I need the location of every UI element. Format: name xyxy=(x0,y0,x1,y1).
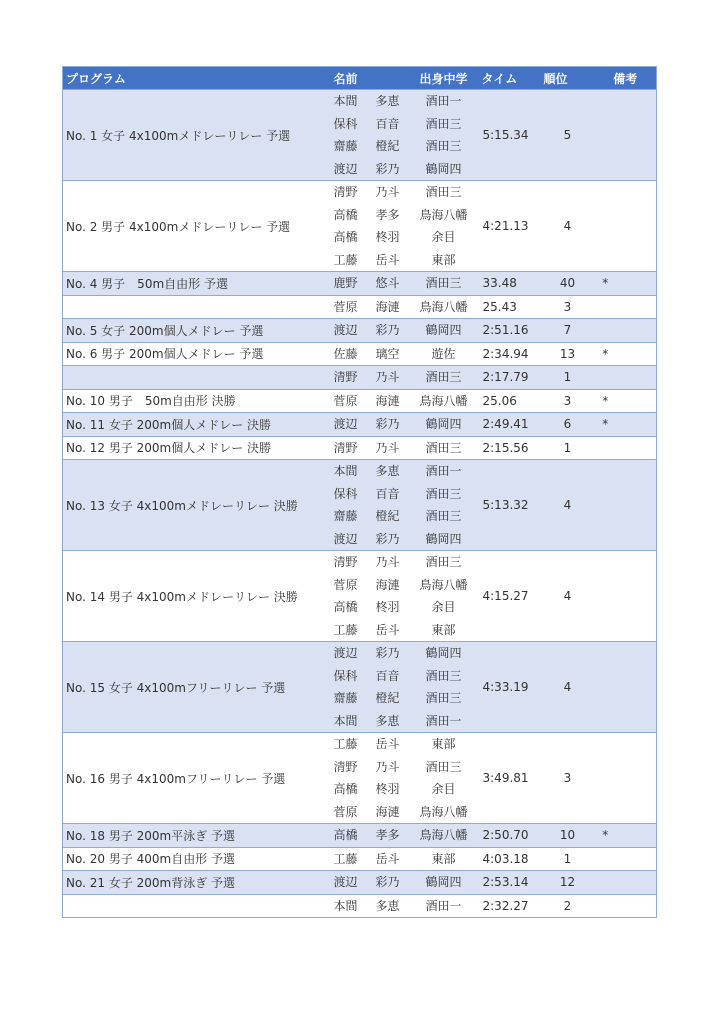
name-cell xyxy=(331,295,409,319)
school-name: 酒田一 xyxy=(425,713,462,728)
header-rank: 順位 xyxy=(541,67,595,90)
school-name: 鶴岡四 xyxy=(425,417,462,431)
family-name: 清野 xyxy=(333,185,358,199)
table-row xyxy=(63,894,657,918)
swimmer-name xyxy=(331,619,409,642)
school-name: 酒田三 xyxy=(425,139,462,153)
program-cell: No. 13 女子 4x100mメドレーリレー 決勝 xyxy=(63,460,331,551)
school-cell xyxy=(409,272,479,296)
given-name: 百音 xyxy=(375,486,400,501)
note-cell xyxy=(595,389,657,413)
given-name: 橙紀 xyxy=(375,691,400,705)
header-school: 出身中学 xyxy=(409,67,479,90)
swimmer-name xyxy=(331,226,409,249)
time-cell: 2:49.41 xyxy=(479,413,541,437)
given-name: 乃斗 xyxy=(375,185,400,199)
school-cell xyxy=(409,295,479,319)
given-name: 岳斗 xyxy=(375,851,400,866)
family-name: 保科 xyxy=(333,116,358,131)
school-cell xyxy=(409,436,479,460)
rank-cell: 4 xyxy=(541,460,595,551)
given-name: 乃斗 xyxy=(375,759,400,774)
table-row xyxy=(63,436,657,460)
note-cell xyxy=(595,642,657,733)
time-cell: 2:15.56 xyxy=(479,436,541,460)
school-name: 東部 xyxy=(431,737,456,751)
results-table xyxy=(62,66,657,918)
family-name: 高橋 xyxy=(333,828,358,842)
rank-cell: 1 xyxy=(541,366,595,390)
given-name: 璃空 xyxy=(375,346,400,361)
swimmer-name xyxy=(331,596,409,619)
swimmer-name xyxy=(331,343,409,366)
name-cell xyxy=(331,824,409,848)
given-name: 海漣 xyxy=(375,393,400,408)
family-name: 佐藤 xyxy=(333,346,358,361)
table-row xyxy=(63,551,657,642)
swimmer-name xyxy=(331,551,409,574)
name-cell xyxy=(331,847,409,871)
rank-cell: 13 xyxy=(541,342,595,366)
family-name: 菅原 xyxy=(333,393,358,408)
given-name: 乃斗 xyxy=(375,370,400,384)
table-row xyxy=(63,319,657,343)
swimmer-name xyxy=(331,158,409,181)
family-name: 齋藤 xyxy=(333,509,358,523)
note-cell xyxy=(595,733,657,824)
school-name: 酒田一 xyxy=(425,898,462,913)
rank-cell: 2 xyxy=(541,894,595,918)
given-name: 多恵 xyxy=(375,898,400,913)
table-row xyxy=(63,642,657,733)
family-name: 工藤 xyxy=(333,851,358,866)
family-name: 保科 xyxy=(333,668,358,683)
school-cell xyxy=(409,366,479,390)
name-cell xyxy=(331,90,409,181)
swimmer-name xyxy=(331,319,409,342)
family-name: 清野 xyxy=(333,555,358,569)
school-name: 鳥海八幡 xyxy=(419,804,468,819)
school-name: 余目 xyxy=(431,782,456,796)
swimmer-name xyxy=(331,895,409,918)
header-name: 名前 xyxy=(331,67,409,90)
swimmer-name xyxy=(331,135,409,158)
school-cell xyxy=(409,551,479,642)
swimmer-name xyxy=(331,687,409,710)
school-cell xyxy=(409,733,479,824)
note-mark: * xyxy=(602,346,609,361)
school-name: 鳥海八幡 xyxy=(419,393,468,408)
swimmer-name xyxy=(331,366,409,389)
family-name: 渡辺 xyxy=(333,531,358,546)
family-name: 工藤 xyxy=(333,737,358,751)
family-name: 高橋 xyxy=(333,600,358,614)
program-cell xyxy=(63,894,331,918)
note-mark: * xyxy=(602,276,609,291)
swimmer-name xyxy=(331,390,409,413)
school-name: 鳥海八幡 xyxy=(419,577,468,592)
table-row xyxy=(63,342,657,366)
table-row xyxy=(63,413,657,437)
rank-cell: 12 xyxy=(541,871,595,895)
program-cell: No. 1 女子 4x100mメドレーリレー 予選 xyxy=(63,90,331,181)
given-name: 彩乃 xyxy=(375,161,400,176)
name-cell xyxy=(331,366,409,390)
school-name: 鶴岡四 xyxy=(425,161,462,176)
school-name: 酒田三 xyxy=(425,759,462,774)
header-program: プログラム xyxy=(63,67,331,90)
program-cell: No. 21 女子 200m背泳ぎ 予選 xyxy=(63,871,331,895)
given-name: 乃斗 xyxy=(375,555,400,569)
given-name: 海漣 xyxy=(375,577,400,592)
program-cell: No. 15 女子 4x100mフリーリレー 予選 xyxy=(63,642,331,733)
note-cell xyxy=(595,460,657,551)
name-cell xyxy=(331,894,409,918)
program-cell: No. 4 男子 50m自由形 予選 xyxy=(63,272,331,296)
swimmer-name xyxy=(331,181,409,204)
given-name: 孝多 xyxy=(375,828,400,842)
family-name: 本間 xyxy=(333,94,358,108)
school-cell xyxy=(409,413,479,437)
given-name: 悠斗 xyxy=(375,276,400,290)
given-name: 柊羽 xyxy=(375,600,400,614)
rank-cell: 1 xyxy=(541,847,595,871)
family-name: 渡辺 xyxy=(333,646,358,660)
name-cell xyxy=(331,551,409,642)
table-row xyxy=(63,90,657,181)
name-cell xyxy=(331,319,409,343)
school-cell xyxy=(409,894,479,918)
swimmer-name xyxy=(331,505,409,528)
given-name: 彩乃 xyxy=(375,875,400,889)
school-name: 酒田三 xyxy=(425,486,462,501)
family-name: 菅原 xyxy=(333,804,358,819)
swimmer-name xyxy=(331,413,409,436)
program-cell: No. 11 女子 200m個人メドレー 決勝 xyxy=(63,413,331,437)
swimmer-name xyxy=(331,801,409,824)
school-cell xyxy=(409,389,479,413)
given-name: 多恵 xyxy=(375,94,400,108)
swimmer-name xyxy=(331,296,409,319)
header-note: 備考 xyxy=(595,67,657,90)
swimmer-name xyxy=(331,756,409,779)
swimmer-name xyxy=(331,204,409,227)
family-name: 菅原 xyxy=(333,299,358,314)
family-name: 齋藤 xyxy=(333,139,358,153)
name-cell xyxy=(331,342,409,366)
program-cell xyxy=(63,366,331,390)
name-cell xyxy=(331,181,409,272)
swimmer-name xyxy=(331,871,409,894)
name-cell xyxy=(331,460,409,551)
school-name: 酒田三 xyxy=(425,668,462,683)
time-cell: 33.48 xyxy=(479,272,541,296)
swimmer-name xyxy=(331,642,409,665)
rank-cell: 7 xyxy=(541,319,595,343)
given-name: 彩乃 xyxy=(375,323,400,337)
school-name: 余目 xyxy=(431,600,456,614)
program-cell: No. 2 男子 4x100mメドレーリレー 予選 xyxy=(63,181,331,272)
given-name: 岳斗 xyxy=(375,622,400,637)
given-name: 岳斗 xyxy=(375,252,400,267)
note-cell xyxy=(595,894,657,918)
school-cell xyxy=(409,824,479,848)
school-cell xyxy=(409,460,479,551)
given-name: 百音 xyxy=(375,116,400,131)
rank-cell: 4 xyxy=(541,551,595,642)
rank-cell: 40 xyxy=(541,272,595,296)
given-name: 海漣 xyxy=(375,804,400,819)
name-cell xyxy=(331,272,409,296)
name-cell xyxy=(331,413,409,437)
swimmer-name xyxy=(331,437,409,460)
time-cell: 5:15.34 xyxy=(479,90,541,181)
swimmer-name xyxy=(331,574,409,597)
swimmer-name xyxy=(331,113,409,136)
swimmer-name xyxy=(331,272,409,295)
note-cell xyxy=(595,366,657,390)
school-name: 東部 xyxy=(431,252,456,267)
rank-cell: 4 xyxy=(541,642,595,733)
name-cell xyxy=(331,733,409,824)
note-cell xyxy=(595,90,657,181)
time-cell: 3:49.81 xyxy=(479,733,541,824)
note-cell xyxy=(595,824,657,848)
note-cell xyxy=(595,551,657,642)
given-name: 彩乃 xyxy=(375,646,400,660)
school-name: 酒田三 xyxy=(425,555,462,569)
time-cell: 2:17.79 xyxy=(479,366,541,390)
swimmer-name xyxy=(331,824,409,847)
school-name: 鶴岡四 xyxy=(425,531,462,546)
program-cell: No. 10 男子 50m自由形 決勝 xyxy=(63,389,331,413)
rank-cell: 3 xyxy=(541,733,595,824)
swimmer-name xyxy=(331,90,409,113)
family-name: 保科 xyxy=(333,486,358,501)
school-name: 酒田三 xyxy=(425,691,462,705)
time-cell: 2:32.27 xyxy=(479,894,541,918)
table-row xyxy=(63,871,657,895)
swimmer-name xyxy=(331,733,409,756)
family-name: 菅原 xyxy=(333,577,358,592)
results-body xyxy=(63,90,657,918)
rank-cell: 3 xyxy=(541,389,595,413)
family-name: 渡辺 xyxy=(333,417,358,431)
time-cell: 4:15.27 xyxy=(479,551,541,642)
swimmer-name xyxy=(331,528,409,551)
rank-cell: 5 xyxy=(541,90,595,181)
school-cell xyxy=(409,342,479,366)
note-mark: * xyxy=(602,417,609,432)
school-cell xyxy=(409,181,479,272)
family-name: 工藤 xyxy=(333,622,358,637)
given-name: 橙紀 xyxy=(375,509,400,523)
table-row xyxy=(63,181,657,272)
table-row xyxy=(63,733,657,824)
school-name: 酒田一 xyxy=(425,94,462,108)
given-name: 彩乃 xyxy=(375,417,400,431)
header-time: タイム xyxy=(479,67,541,90)
note-cell xyxy=(595,847,657,871)
swimmer-name xyxy=(331,778,409,801)
note-cell xyxy=(595,319,657,343)
table-row xyxy=(63,824,657,848)
family-name: 渡辺 xyxy=(333,161,358,176)
note-cell xyxy=(595,871,657,895)
family-name: 鹿野 xyxy=(333,276,358,290)
table-row xyxy=(63,847,657,871)
given-name: 岳斗 xyxy=(375,737,400,751)
school-name: 東部 xyxy=(431,851,456,866)
school-cell xyxy=(409,642,479,733)
time-cell: 2:53.14 xyxy=(479,871,541,895)
family-name: 工藤 xyxy=(333,252,358,267)
table-row xyxy=(63,460,657,551)
given-name: 孝多 xyxy=(375,207,400,222)
school-name: 遊佐 xyxy=(431,346,456,361)
table-row xyxy=(63,389,657,413)
table-row xyxy=(63,272,657,296)
family-name: 本間 xyxy=(333,464,358,478)
school-name: 酒田三 xyxy=(425,509,462,523)
time-cell: 25.43 xyxy=(479,295,541,319)
given-name: 多恵 xyxy=(375,464,400,478)
note-cell xyxy=(595,272,657,296)
school-name: 鳥海八幡 xyxy=(419,207,468,222)
rank-cell: 3 xyxy=(541,295,595,319)
program-cell: No. 18 男子 200m平泳ぎ 予選 xyxy=(63,824,331,848)
program-cell: No. 16 男子 4x100mフリーリレー 予選 xyxy=(63,733,331,824)
school-name: 鳥海八幡 xyxy=(419,828,468,842)
swimmer-name xyxy=(331,665,409,688)
program-cell: No. 20 男子 400m自由形 予選 xyxy=(63,847,331,871)
family-name: 渡辺 xyxy=(333,323,358,337)
given-name: 柊羽 xyxy=(375,782,400,796)
table-row xyxy=(63,295,657,319)
time-cell: 5:13.32 xyxy=(479,460,541,551)
program-cell xyxy=(63,295,331,319)
rank-cell: 4 xyxy=(541,181,595,272)
name-cell xyxy=(331,389,409,413)
time-cell: 4:03.18 xyxy=(479,847,541,871)
family-name: 高橋 xyxy=(333,207,358,222)
swimmer-name xyxy=(331,483,409,506)
note-cell xyxy=(595,342,657,366)
note-cell xyxy=(595,181,657,272)
school-cell xyxy=(409,847,479,871)
school-name: 鶴岡四 xyxy=(425,646,462,660)
school-name: 酒田三 xyxy=(425,440,462,455)
school-name: 余目 xyxy=(431,230,456,244)
time-cell: 2:51.16 xyxy=(479,319,541,343)
program-cell: No. 12 男子 200m個人メドレー 決勝 xyxy=(63,436,331,460)
note-cell xyxy=(595,413,657,437)
swimmer-name xyxy=(331,249,409,272)
time-cell: 25.06 xyxy=(479,389,541,413)
given-name: 彩乃 xyxy=(375,531,400,546)
rank-cell: 6 xyxy=(541,413,595,437)
family-name: 清野 xyxy=(333,759,358,774)
family-name: 齋藤 xyxy=(333,691,358,705)
given-name: 橙紀 xyxy=(375,139,400,153)
family-name: 本間 xyxy=(333,898,358,913)
school-cell xyxy=(409,90,479,181)
time-cell: 4:33.19 xyxy=(479,642,541,733)
school-name: 東部 xyxy=(431,622,456,637)
note-cell xyxy=(595,295,657,319)
given-name: 百音 xyxy=(375,668,400,683)
family-name: 高橋 xyxy=(333,782,358,796)
rank-cell: 1 xyxy=(541,436,595,460)
swimmer-name xyxy=(331,460,409,483)
header-row xyxy=(63,67,657,90)
school-name: 酒田一 xyxy=(425,464,462,478)
school-name: 鶴岡四 xyxy=(425,323,462,337)
family-name: 本間 xyxy=(333,713,358,728)
name-cell xyxy=(331,436,409,460)
family-name: 清野 xyxy=(333,440,358,455)
swimmer-name xyxy=(331,710,409,733)
school-name: 鳥海八幡 xyxy=(419,299,468,314)
family-name: 高橋 xyxy=(333,230,358,244)
school-name: 酒田三 xyxy=(425,276,462,290)
program-cell: No. 5 女子 200m個人メドレー 予選 xyxy=(63,319,331,343)
swimmer-name xyxy=(331,848,409,871)
name-cell xyxy=(331,871,409,895)
table-row xyxy=(63,366,657,390)
time-cell: 2:50.70 xyxy=(479,824,541,848)
note-mark: * xyxy=(602,393,609,408)
time-cell: 4:21.13 xyxy=(479,181,541,272)
family-name: 渡辺 xyxy=(333,875,358,889)
school-name: 酒田三 xyxy=(425,370,462,384)
given-name: 海漣 xyxy=(375,299,400,314)
school-cell xyxy=(409,871,479,895)
family-name: 清野 xyxy=(333,370,358,384)
program-cell: No. 14 男子 4x100mメドレーリレー 決勝 xyxy=(63,551,331,642)
school-name: 酒田三 xyxy=(425,116,462,131)
note-cell xyxy=(595,436,657,460)
rank-cell: 10 xyxy=(541,824,595,848)
note-mark: * xyxy=(602,828,609,843)
program-cell: No. 6 男子 200m個人メドレー 予選 xyxy=(63,342,331,366)
given-name: 多恵 xyxy=(375,713,400,728)
school-name: 酒田三 xyxy=(425,185,462,199)
time-cell: 2:34.94 xyxy=(479,342,541,366)
school-name: 鶴岡四 xyxy=(425,875,462,889)
given-name: 柊羽 xyxy=(375,230,400,244)
name-cell xyxy=(331,642,409,733)
given-name: 乃斗 xyxy=(375,440,400,455)
school-cell xyxy=(409,319,479,343)
